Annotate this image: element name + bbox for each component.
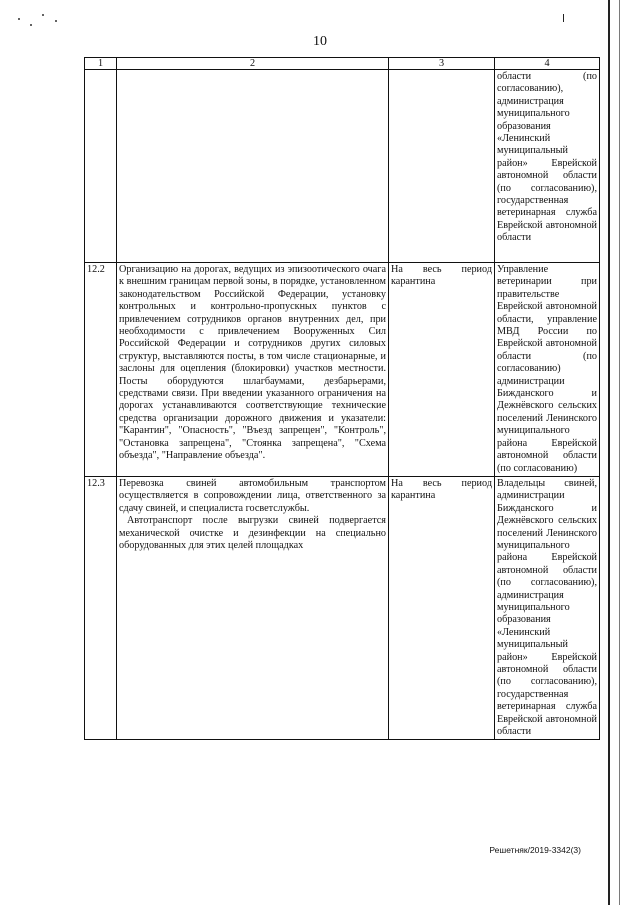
column-header: 2 — [117, 58, 389, 70]
responsible-text: Владельцы свиней, администрации Бижданского и Дежнёвского сельских поселений Ленинского муниципального района Еврейской автономной области (по согласованию), администрация муниципального образования «Ленинский муниципальный район» Еврейской автономной области (по согласованию), государственная ветеринарная служба Еврейской автономной области — [495, 476, 600, 740]
column-header: 1 — [85, 58, 117, 70]
action-text: Организацию на дорогах, ведущих из эпизоотического очага к внешним границам первой зоны, в порядке, установленном законодательством Российской Федерации, установку контрольных и контрольно-пропускных пунктов с привлечением сотрудников органов внутренних дел, при необходимости с привлечением Вооруженных Сил Российской Федерации и сотрудников других силовых структур, выставляются посты, в том числе стационарные, и заслоны для оцепления (блокировки) участков местности. Посты оборудуются шлагбаумами, дезбарьерами, средствами связи. При введении указанного ограничения на дорогах устанавливаются соответствующие технические средства организации дорожного движения и указатели: "Карантин", "Опасность", "Въезд запрещен", "Контроль", "Остановка запрещена", "Стоянка запрещена", "Схема объезда", "Направление объезда". — [117, 263, 389, 477]
scan-speck — [42, 14, 44, 16]
scan-speck — [18, 18, 20, 20]
scan-speck — [55, 20, 57, 22]
page-number: 10 — [313, 34, 327, 49]
item-number: 12.3 — [85, 476, 117, 740]
table-header-row — [85, 58, 600, 70]
column-header: 3 — [389, 58, 495, 70]
table-row — [85, 263, 600, 477]
plan-table — [84, 57, 600, 740]
responsible-text: области (по согласованию), администрация муниципального образования «Ленинский муниципальный район» Еврейской автономной области (по согласованию), государственная ветеринарная служба Еврейской автономной области — [495, 70, 600, 263]
action-paragraph: Перевозка свиней автомобильным транспортом осуществляется в сопровождении лица, ответственного за сдачу свиней, и специалиста госветслужбы. — [119, 477, 386, 514]
period-text: На весь период карантина — [389, 476, 495, 740]
table-row — [85, 70, 600, 263]
action-cell — [117, 476, 389, 740]
column-header: 4 — [495, 58, 600, 70]
item-number — [85, 70, 117, 263]
scan-edge-line — [608, 0, 610, 905]
scan-mark — [563, 14, 564, 22]
action-text — [117, 70, 389, 263]
document-code: Решетняк/2019-3342(3) — [489, 845, 581, 855]
item-number: 12.2 — [85, 263, 117, 477]
period-text — [389, 70, 495, 263]
scan-edge-line — [619, 0, 620, 905]
period-text: На весь период карантина — [389, 263, 495, 477]
action-paragraph: Автотранспорт после выгрузки свиней подвергается механической очистке и дезинфекции на специально оборудованных для этих целей площадках — [119, 515, 386, 551]
table-row — [85, 476, 600, 740]
responsible-text: Управление ветеринарии при правительстве Еврейской автономной области, управление МВД России по Еврейской автономной области (по согласованию) администрации Бижданского и Дежнёвского сельских поселений Ленинского муниципального района Еврейской автономной области (по согласованию) — [495, 263, 600, 477]
scan-speck — [30, 24, 32, 26]
